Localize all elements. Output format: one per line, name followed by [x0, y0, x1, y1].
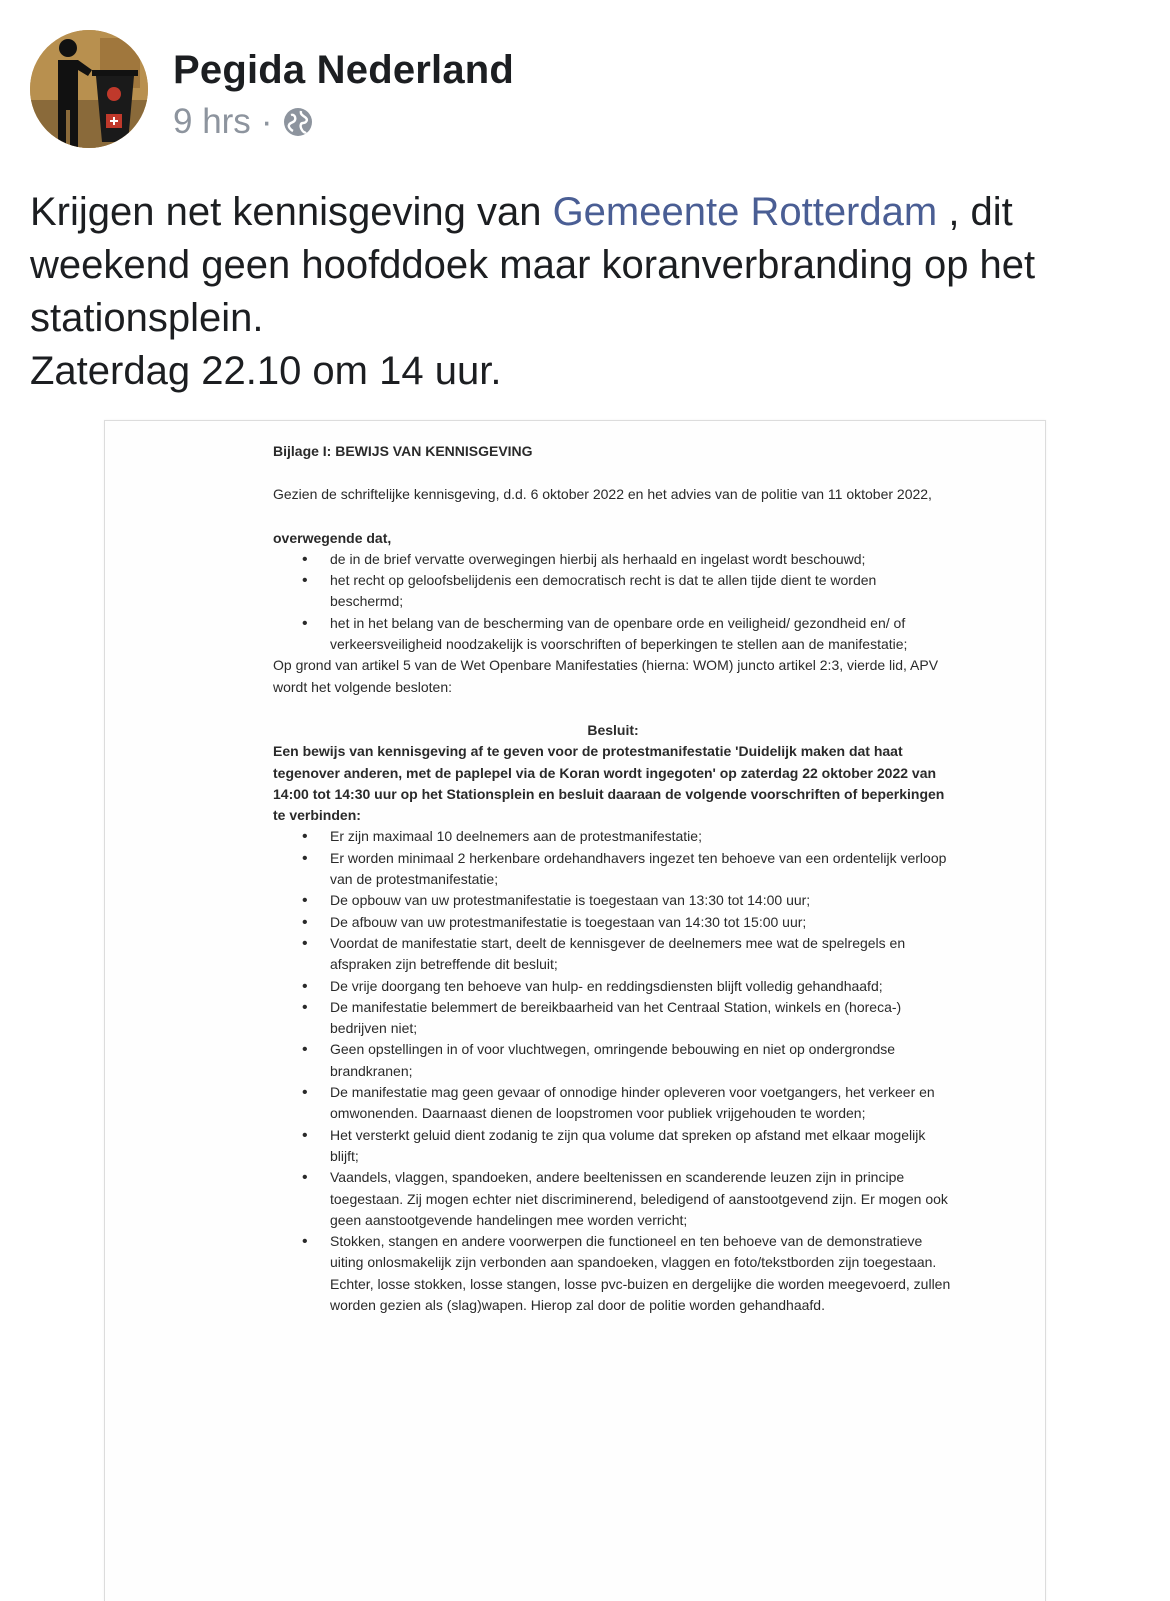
list-item: • de in de brief vervatte overwegingen hierbij als herhaald en ingelast wordt beschouwd; — [330, 549, 953, 570]
meta-separator: · — [260, 102, 273, 141]
post-header — [30, 30, 1130, 150]
document-heading: Bijlage I: BEWIJS VAN KENNISGEVING — [273, 443, 533, 459]
list-item: • het recht op geloofsbelijdenis een democratisch recht is dat te allen tijde dient te worden beschermd; — [330, 570, 953, 613]
post-text-line2: Zaterdag 22.10 om 14 uur. — [30, 349, 502, 393]
list-item: • De opbouw van uw protestmanifestatie is toegestaan van 13:30 tot 14:00 uur; — [330, 890, 953, 911]
considerations-list — [273, 549, 953, 655]
list-item: • De vrije doorgang ten behoeve van hulp- en reddingsdiensten blijft volledig gehandhaafd; — [330, 976, 953, 997]
globe-icon[interactable] — [282, 106, 314, 138]
list-item: • Vaandels, vlaggen, spandoeken, andere beeltenissen en scanderende leuzen zijn in principe toegestaan. Zij mogen echter niet discriminerend, beledigend of aanstootgevend zijn. Er mogen ook geen aanstootgevende handelingen mee worden verricht; — [330, 1167, 953, 1231]
post-text-part2: , dit weekend geen hoofddoek maar koranverbranding op het stationsplein. — [30, 190, 1036, 340]
list-item: • Er zijn maximaal 10 deelnemers aan de protestmanifestatie; — [330, 826, 953, 847]
rules-list — [273, 826, 953, 1316]
page-name[interactable]: Pegida Nederland — [173, 48, 515, 92]
avatar[interactable] — [30, 30, 148, 148]
document-intro: Gezien de schriftelijke kennisgeving, d.d. 6 oktober 2022 en het advies van de politie van 11 oktober 2022, — [273, 486, 932, 503]
post-text-part1: Krijgen net kennisgeving van — [30, 190, 553, 234]
trash-bin-person-icon — [30, 30, 148, 148]
list-item: • De manifestatie belemmert de bereikbaarheid van het Centraal Station, winkels en (horeca-) bedrijven niet; — [330, 997, 953, 1040]
mention-link[interactable]: Gemeente Rotterdam — [552, 190, 938, 234]
list-item: • De afbouw van uw protestmanifestatie is toegestaan van 14:30 tot 15:00 uur; — [330, 912, 953, 933]
post-meta — [173, 100, 314, 144]
list-item: • Er worden minimaal 2 herkenbare ordehandhavers ingezet ten behoeve van een ordentelijk verloop van de protestmanifestatie; — [330, 848, 953, 891]
list-item: • het in het belang van de bescherming van de openbare orde en veiligheid/ gezondheid en/ of verkeersveiligheid noodzakelijk is voorschriften of beperkingen te stellen aan de manifestatie; — [330, 613, 953, 656]
decision-title: Besluit: — [587, 721, 639, 738]
post-message — [30, 186, 1140, 398]
attached-document-image[interactable] — [104, 420, 1046, 1601]
post-time[interactable]: 9 hrs — [173, 102, 251, 141]
considering-title: overwegende dat, — [273, 529, 392, 546]
decision-text: Een bewijs van kennisgeving af te geven voor de protestmanifestatie 'Duidelijk maken dat haat tegenover anderen, met de paplepel via de Koran wordt ingegoten' op zaterdag 22 oktober 2022 van 14:00 tot 14:30 uur op het Stationsplein en besluit daaraan de volgende voorschriften of beperkingen te verbinden: — [273, 743, 945, 824]
list-item: • Stokken, stangen en andere voorwerpen die functioneel en ten behoeve van de demonstratieve uiting onlosmakelijk zijn verbonden aan spandoeken, vlaggen en foto/tekstborden zijn toegestaan. Echter, losse stokken, losse stangen, losse pvc-buizen en dergelijke die worden meegevoerd, zullen worden gezien als (slag)wapen. Hierop zal door de politie worden gehandhaafd. — [330, 1231, 953, 1316]
list-item: • Geen opstellingen in of voor vluchtwegen, omringende bebouwing en niet op ondergrondse brandkranen; — [330, 1039, 953, 1082]
legal-basis: Op grond van artikel 5 van de Wet Openbare Manifestaties (hierna: WOM) juncto artikel 2:3, vierde lid, APV wordt het volgende besloten: — [273, 657, 939, 695]
document-content — [273, 441, 953, 1316]
list-item: • De manifestatie mag geen gevaar of onnodige hinder opleveren voor voetgangers, het verkeer en omwonenden. Daarnaast dienen de loopstromen voor publiek vrijgehouden te worden; — [330, 1082, 953, 1125]
list-item: • Het versterkt geluid dient zodanig te zijn qua volume dat spreken op afstand met elkaar mogelijk blijft; — [330, 1125, 953, 1168]
list-item: • Voordat de manifestatie start, deelt de kennisgever de deelnemers mee wat de spelregels en afspraken zijn betreffende dit besluit; — [330, 933, 953, 976]
